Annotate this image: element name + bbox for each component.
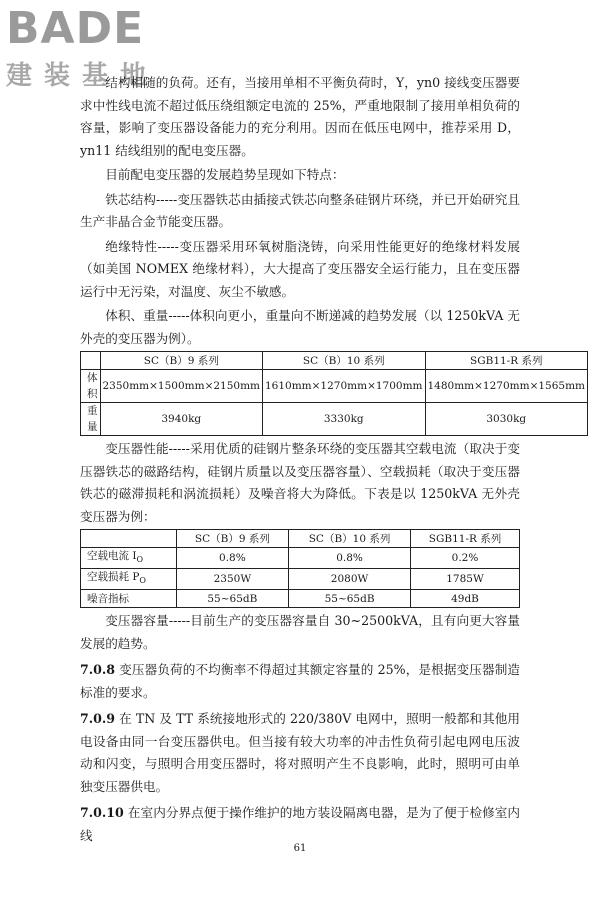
table-cell: 0.8% [289,548,411,569]
row-label-subscript: O [139,576,146,586]
logo-subtitle: 建装基地 [6,61,159,91]
row-label-subscript: O [136,555,144,565]
row-label-main: 空载电流 I [87,550,137,562]
table-row [81,590,520,608]
table-cell: 2350W [176,569,289,590]
paragraph-volume-weight: 体积、重量-----体积向更小，重量向不断递减的趋势发展（以 1250kVA 无外壳的变压器为例）。 [80,308,520,346]
table-row [81,569,520,590]
volume-weight-table [80,351,588,436]
row-label-no-load-loss [81,569,177,590]
table-cell: 1610mm×1270mm×1700mm [263,370,426,403]
section-number: 7.0.9 [80,711,116,727]
table-row [81,370,588,403]
table-header-cell: SC（B）9 系列 [100,352,263,370]
paragraph-performance: 变压器性能-----采用优质的硅钢片整条环绕的变压器其空载电流（取决于变压器铁芯的磁路结构，硅钢片质量以及变压器容量）、空载损耗（取决于变压器铁芯的磁滞损耗和涡流损耗）及噪音将大为降低。下表是以 1250kVA 无外壳变压器为例： [80,441,520,524]
table-header-cell [81,530,177,548]
section-7-0-8 [80,659,520,704]
table-cell: 2080W [289,569,411,590]
table-cell: 49dB [411,590,520,608]
row-label-main: 空载损耗 P [87,571,140,584]
table-cell: 3030kg [425,403,588,436]
page-number: 61 [293,843,307,854]
row-label-noise: 噪音指标 [81,590,177,608]
table-row [81,548,520,569]
logo-wordmark: BADE [6,3,145,54]
paragraph-wiring: 结构相随的负荷。还有，当接用单相不平衡负荷时，Y，yn0 接线变压器要求中性线电流不超过低压绕组额定电流的 25%，严重地限制了接用单相负荷的容量，影响了变压器设备能力的充分利用。因而在低压电网中，推荐采用 D，yn11 结线组别的配电变压器。 [80,75,520,158]
table-cell: 2350mm×1500mm×2150mm [100,370,263,403]
section-text: 在室内分界点便于操作维护的地方装设隔离电器，是为了便于检修室内线 [80,805,520,843]
table-cell: 1785W [411,569,520,590]
table-header-cell: SC（B）10 系列 [263,352,426,370]
performance-table [80,529,520,608]
section-text: 在 TN 及 TT 系统接地形式的 220/380V 电网中，照明一般都和其他用电设备由同一台变压器供电。但当接有较大功率的冲击性负荷引起电网电压波动和闪变，与照明合用变压器时，将对照明产生不良影响，此时，照明可由单独变压器供电。 [80,711,520,794]
table-header-cell: SC（B）10 系列 [289,530,411,548]
section-text: 变压器负荷的不均衡率不得超过其额定容量的 25%，是根据变压器制造标准的要求。 [80,662,520,700]
paragraph-capacity: 变压器容量-----目前生产的变压器容量自 30~2500kVA，且有向更大容量发展的趋势。 [80,613,520,651]
table-cell: 0.2% [411,548,520,569]
section-7-0-10 [80,802,520,847]
section-number: 7.0.10 [80,805,124,821]
table-header-cell: SC（B）9 系列 [176,530,289,548]
table-header-cell [81,352,101,370]
page-content [80,72,585,847]
table-cell: 0.8% [176,548,289,569]
table-row [81,403,588,436]
table-cell: 55~65dB [176,590,289,608]
row-label-volume: 体积 [81,370,101,403]
table-cell: 1480mm×1270mm×1565mm [425,370,588,403]
paragraph-trends-intro: 目前配电变压器的发展趋势呈现如下特点： [105,167,345,182]
table-cell: 55~65dB [289,590,411,608]
table-header-cell: SGB11-R 系列 [425,352,588,370]
table-header-row [81,530,520,548]
paragraph-insulation: 绝缘特性-----变压器采用环氧树脂浇铸，向采用性能更好的绝缘材料发展（如美国 NOMEX 绝缘材料），大大提高了变压器安全运行能力，且在变压器运行中无污染，对温度、灰尘不敏感。 [80,238,520,299]
table-cell: 3940kg [100,403,263,436]
table-header-row [81,352,588,370]
section-number: 7.0.8 [80,662,116,678]
row-label-no-load-current [81,548,177,569]
row-label-weight: 重量 [81,403,101,436]
paragraph-core-structure: 铁芯结构-----变压器铁芯由插接式铁芯向整条硅钢片环绕，并已开始研究且生产非晶合金节能变压器。 [80,191,520,229]
table-cell: 3330kg [263,403,426,436]
section-7-0-9 [80,708,520,798]
table-header-cell: SGB11-R 系列 [411,530,520,548]
